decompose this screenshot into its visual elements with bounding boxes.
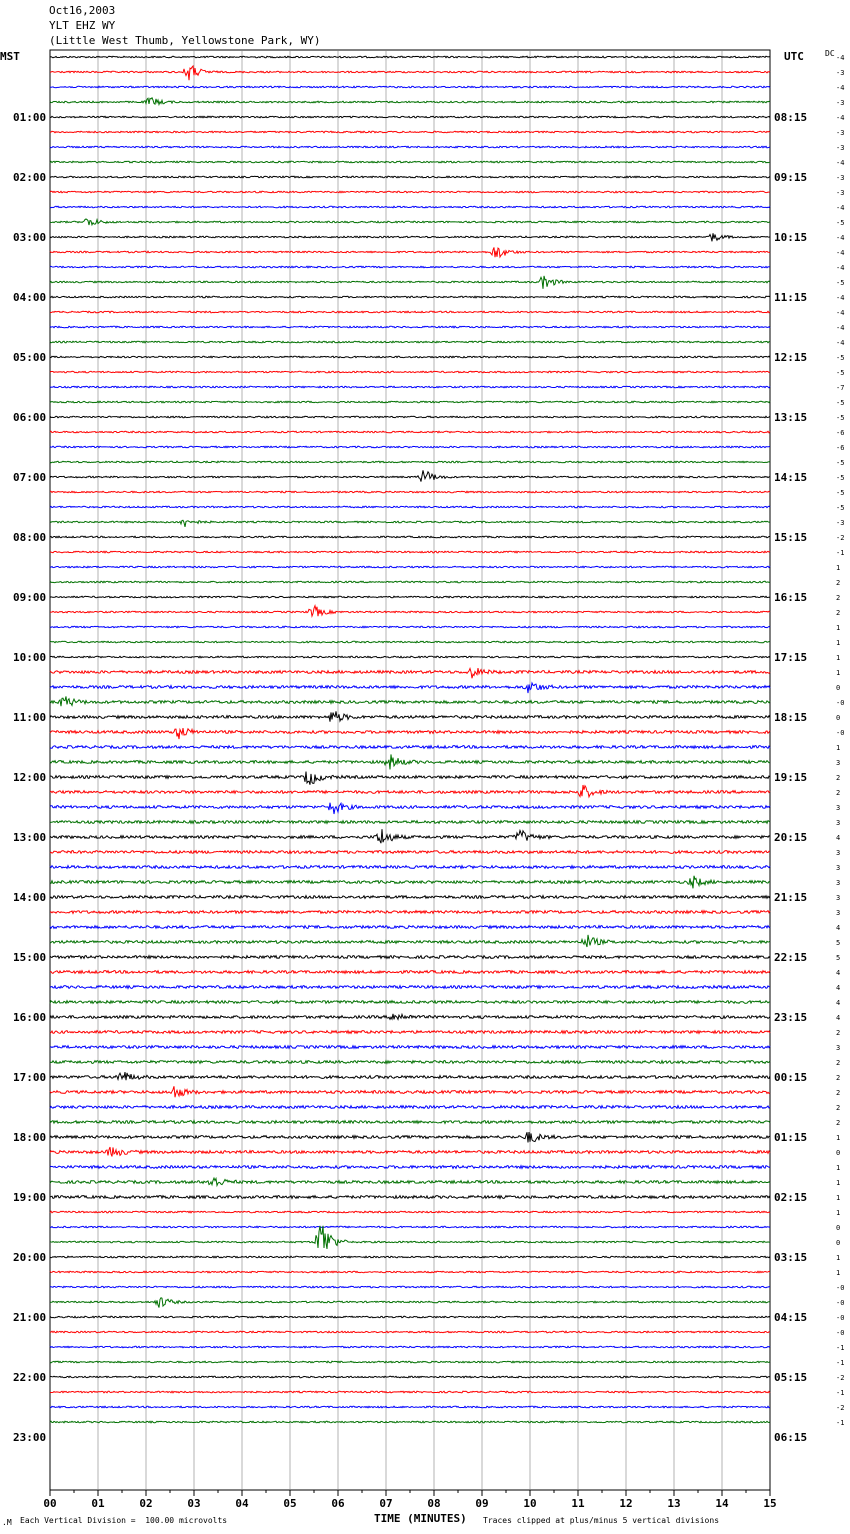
seismic-trace: [50, 470, 770, 481]
right-hour-label: 15:15: [774, 531, 808, 544]
left-hour-label: 10:00: [13, 651, 47, 664]
dc-offset-label: -1: [836, 1419, 845, 1427]
seismic-trace: [50, 1286, 770, 1288]
dc-offset-label: 3: [836, 894, 841, 902]
seismic-trace: [50, 386, 770, 388]
dc-offset-label: 1: [836, 1194, 841, 1202]
left-hour-label: 11:00: [13, 711, 47, 724]
left-hour-label: 03:00: [13, 231, 47, 244]
seismic-trace: [50, 656, 770, 658]
seismic-trace: [50, 935, 770, 947]
left-hour-label: 15:00: [13, 951, 47, 964]
left-hour-label: 14:00: [13, 891, 47, 904]
dc-offset-label: 4: [836, 999, 841, 1007]
seismic-trace: [50, 233, 770, 241]
right-hour-label: 02:15: [774, 1191, 808, 1204]
dc-offset-label: 0: [836, 1224, 841, 1232]
left-hour-label: 08:00: [13, 531, 47, 544]
dc-offset-label: -3: [836, 189, 845, 197]
seismic-trace: [50, 668, 770, 678]
dc-offset-label: 2: [836, 1074, 841, 1082]
dc-offset-label: 5: [836, 939, 841, 947]
right-hour-label: 23:15: [774, 1011, 808, 1024]
seismic-trace: [50, 66, 770, 80]
seismic-trace: [50, 956, 770, 959]
dc-offset-label: 0: [836, 1239, 841, 1247]
dc-offset-label: -5: [836, 474, 845, 482]
dc-offset-label: 2: [836, 609, 841, 617]
left-hour-label: 16:00: [13, 1011, 47, 1024]
right-hour-label: 19:15: [774, 771, 808, 784]
seismic-trace: [50, 1132, 770, 1142]
seismic-trace: [50, 581, 770, 583]
seismic-trace: [50, 896, 770, 899]
dc-offset-label: 4: [836, 924, 841, 932]
dc-offset-label: -5: [836, 219, 845, 227]
seismic-trace: [50, 341, 770, 343]
dc-offset-label: 1: [836, 669, 841, 677]
dc-offset-label: -2: [836, 534, 845, 542]
right-hour-label: 08:15: [774, 111, 808, 124]
seismic-trace: [50, 626, 770, 628]
dc-offset-label: -6: [836, 444, 845, 452]
right-hour-label: 01:15: [774, 1131, 808, 1144]
seismic-trace: [50, 116, 770, 118]
seismic-trace: [50, 1031, 770, 1034]
seismic-trace: [50, 1001, 770, 1004]
x-tick-label: 14: [715, 1497, 729, 1510]
x-tick-label: 04: [235, 1497, 249, 1510]
dc-offset-label: -4: [836, 234, 845, 242]
seismic-trace: [50, 491, 770, 493]
dc-offset-label: 1: [836, 1164, 841, 1172]
seismic-trace: [50, 986, 770, 989]
dc-offset-label: -4: [836, 84, 845, 92]
dc-offset-label: 3: [836, 849, 841, 857]
left-hour-label: 21:00: [13, 1311, 47, 1324]
dc-offset-label: -3: [836, 144, 845, 152]
seismic-trace: [50, 596, 770, 598]
seismic-trace: [50, 1256, 770, 1258]
x-tick-label: 02: [139, 1497, 153, 1510]
seismic-trace: [50, 176, 770, 178]
left-hour-label: 09:00: [13, 591, 47, 604]
left-hour-label: 02:00: [13, 171, 47, 184]
seismic-trace: [50, 1316, 770, 1318]
seismic-trace: [50, 191, 770, 193]
seismic-trace: [50, 876, 770, 889]
left-hour-label: 17:00: [13, 1071, 47, 1084]
seismic-trace: [50, 866, 770, 869]
dc-offset-label: 2: [836, 789, 841, 797]
dc-offset-label: -2: [836, 1374, 845, 1382]
seismic-trace: [50, 356, 770, 358]
right-hour-label: 04:15: [774, 1311, 808, 1324]
dc-offset-label: -0: [836, 1299, 845, 1307]
corner-mark: .M: [2, 1518, 12, 1527]
dc-offset-label: -5: [836, 504, 845, 512]
seismic-trace: [50, 416, 770, 418]
dc-offset-label: -5: [836, 414, 845, 422]
left-timezone-label: MST: [0, 50, 20, 63]
dc-offset-label: 4: [836, 834, 841, 842]
dc-offset-label: -1: [836, 1359, 845, 1367]
x-tick-label: 08: [427, 1497, 441, 1510]
dc-offset-label: 1: [836, 624, 841, 632]
x-tick-label: 01: [91, 1497, 105, 1510]
seismic-trace: [50, 1147, 770, 1156]
seismic-trace: [50, 506, 770, 508]
dc-offset-label: 2: [836, 1119, 841, 1127]
seismic-trace: [50, 219, 770, 225]
seismic-trace: [50, 1226, 770, 1249]
seismic-trace: [50, 1421, 770, 1423]
seismic-trace: [50, 711, 770, 721]
seismic-trace: [50, 206, 770, 208]
seismic-trace: [50, 371, 770, 373]
seismic-trace: [50, 1406, 770, 1408]
seismic-trace: [50, 821, 770, 824]
dc-offset-label: 1: [836, 1254, 841, 1262]
dc-offset-label: -4: [836, 264, 845, 272]
seismic-trace: [50, 520, 770, 527]
right-hour-label: 12:15: [774, 351, 808, 364]
seismic-trace: [50, 86, 770, 88]
dc-offset-label: -4: [836, 204, 845, 212]
dc-offset-label: 2: [836, 1059, 841, 1067]
dc-offset-header: DC: [825, 49, 835, 58]
dc-offset-label: -3: [836, 174, 845, 182]
seismic-trace: [50, 926, 770, 929]
left-hour-label: 13:00: [13, 831, 47, 844]
seismic-trace: [50, 1196, 770, 1199]
dc-offset-label: -0: [836, 1314, 845, 1322]
x-tick-label: 11: [571, 1497, 585, 1510]
seismic-trace: [50, 1226, 770, 1228]
dc-offset-label: -2: [836, 1404, 845, 1412]
seismic-trace: [50, 641, 770, 643]
seismic-trace: [50, 606, 770, 616]
dc-offset-label: 2: [836, 1104, 841, 1112]
left-hour-label: 18:00: [13, 1131, 47, 1144]
seismic-trace: [50, 401, 770, 403]
left-hour-label: 04:00: [13, 291, 47, 304]
right-hour-label: 17:15: [774, 651, 808, 664]
seismic-trace: [50, 161, 770, 163]
seismic-trace: [50, 754, 770, 769]
dc-offset-label: -4: [836, 54, 845, 62]
dc-offset-label: -5: [836, 354, 845, 362]
dc-offset-label: -4: [836, 159, 845, 167]
seismic-trace: [50, 1376, 770, 1378]
dc-offset-label: 1: [836, 744, 841, 752]
dc-offset-label: -4: [836, 324, 845, 332]
dc-offset-label: 4: [836, 969, 841, 977]
dc-offset-label: -5: [836, 399, 845, 407]
seismic-trace: [50, 829, 770, 843]
seismic-trace: [50, 1211, 770, 1213]
dc-offset-label: -4: [836, 294, 845, 302]
chart-date: Oct16,2003: [49, 4, 116, 17]
seismic-trace: [50, 1121, 770, 1124]
x-tick-label: 10: [523, 1497, 537, 1510]
chart-location: (Little West Thumb, Yellowstone Park, WY): [49, 34, 321, 47]
seismic-trace: [50, 728, 770, 739]
dc-offset-label: -6: [836, 429, 845, 437]
dc-offset-label: -0: [836, 1284, 845, 1292]
seismic-trace: [50, 971, 770, 974]
dc-offset-label: -1: [836, 1389, 845, 1397]
dc-offset-label: -4: [836, 249, 845, 257]
seismic-trace: [50, 1391, 770, 1393]
dc-offset-label: 0: [836, 684, 841, 692]
dc-offset-label: 1: [836, 1179, 841, 1187]
dc-offset-label: 2: [836, 1089, 841, 1097]
dc-offset-label: 1: [836, 654, 841, 662]
dc-offset-label: -5: [836, 369, 845, 377]
dc-offset-label: -1: [836, 1344, 845, 1352]
dc-offset-label: 1: [836, 564, 841, 572]
dc-offset-label: -0: [836, 699, 845, 707]
seismic-trace: [50, 131, 770, 133]
dc-offset-label: 2: [836, 774, 841, 782]
left-hour-label: 05:00: [13, 351, 47, 364]
seismic-trace: [50, 803, 770, 814]
seismic-trace: [50, 1072, 770, 1080]
dc-offset-label: 1: [836, 1209, 841, 1217]
seismic-trace: [50, 851, 770, 854]
dc-offset-label: -4: [836, 309, 845, 317]
dc-offset-label: -3: [836, 519, 845, 527]
dc-offset-label: 2: [836, 594, 841, 602]
dc-offset-label: -5: [836, 279, 845, 287]
dc-offset-label: 2: [836, 579, 841, 587]
dc-offset-label: 3: [836, 1044, 841, 1052]
x-tick-label: 03: [187, 1497, 201, 1510]
x-tick-label: 15: [763, 1497, 777, 1510]
dc-offset-label: -3: [836, 99, 845, 107]
x-tick-label: 09: [475, 1497, 489, 1510]
right-hour-label: 18:15: [774, 711, 808, 724]
seismic-trace: [50, 1178, 770, 1185]
x-tick-label: 00: [43, 1497, 57, 1510]
seismic-trace: [50, 683, 770, 693]
dc-offset-label: 3: [836, 864, 841, 872]
left-hour-label: 22:00: [13, 1371, 47, 1384]
right-hour-label: 13:15: [774, 411, 808, 424]
dc-offset-label: 2: [836, 1029, 841, 1037]
seismic-trace: [50, 1061, 770, 1064]
seismic-trace: [50, 311, 770, 313]
seismic-trace: [50, 1271, 770, 1273]
seismic-trace: [50, 772, 770, 785]
seismic-trace: [50, 296, 770, 298]
dc-offset-label: 1: [836, 639, 841, 647]
x-tick-label: 12: [619, 1497, 633, 1510]
dc-offset-label: 1: [836, 1269, 841, 1277]
seismic-trace: [50, 247, 770, 257]
dc-offset-label: -3: [836, 69, 845, 77]
seismic-trace: [50, 551, 770, 553]
seismic-trace: [50, 1106, 770, 1109]
right-hour-label: 05:15: [774, 1371, 808, 1384]
right-hour-label: 06:15: [774, 1431, 808, 1444]
seismic-trace: [50, 446, 770, 448]
plot-frame: [50, 50, 770, 1490]
right-hour-label: 11:15: [774, 291, 808, 304]
dc-offset-label: 3: [836, 879, 841, 887]
seismic-trace: [50, 1361, 770, 1363]
right-hour-label: 21:15: [774, 891, 808, 904]
seismic-trace: [50, 1298, 770, 1308]
seismic-trace: [50, 785, 770, 797]
left-hour-label: 19:00: [13, 1191, 47, 1204]
left-hour-label: 20:00: [13, 1251, 47, 1264]
right-hour-label: 10:15: [774, 231, 808, 244]
x-tick-label: 06: [331, 1497, 345, 1510]
seismic-trace: [50, 1346, 770, 1348]
dc-offset-label: 5: [836, 954, 841, 962]
dc-offset-label: 3: [836, 804, 841, 812]
seismic-trace: [50, 1166, 770, 1169]
seismic-trace: [50, 56, 770, 58]
right-hour-label: 09:15: [774, 171, 808, 184]
right-hour-label: 20:15: [774, 831, 808, 844]
seismic-trace: [50, 1014, 770, 1020]
seismic-trace: [50, 1331, 770, 1333]
seismic-trace: [50, 746, 770, 749]
chart-station: YLT EHZ WY: [49, 19, 116, 32]
right-hour-label: 16:15: [774, 591, 808, 604]
dc-offset-label: -0: [836, 729, 845, 737]
seismic-trace: [50, 98, 770, 105]
x-tick-label: 07: [379, 1497, 393, 1510]
dc-offset-label: 4: [836, 984, 841, 992]
seismic-trace: [50, 276, 770, 289]
seismic-trace: [50, 266, 770, 268]
seismic-trace: [50, 1086, 770, 1097]
scale-note: Each Vertical Division = 100.00 microvolts: [20, 1516, 228, 1525]
dc-offset-label: -5: [836, 459, 845, 467]
seismic-trace: [50, 536, 770, 538]
seismic-trace: [50, 326, 770, 328]
seismic-trace: [50, 461, 770, 463]
x-axis-label: TIME (MINUTES): [374, 1512, 467, 1525]
dc-offset-label: 1: [836, 1134, 841, 1142]
right-hour-label: 14:15: [774, 471, 808, 484]
clip-note: Traces clipped at plus/minus 5 vertical divisions: [483, 1516, 720, 1525]
dc-offset-label: 3: [836, 759, 841, 767]
dc-offset-label: 4: [836, 1014, 841, 1022]
x-tick-label: 05: [283, 1497, 297, 1510]
dc-offset-label: 3: [836, 909, 841, 917]
left-hour-label: 06:00: [13, 411, 47, 424]
dc-offset-label: -4: [836, 339, 845, 347]
dc-offset-label: -5: [836, 489, 845, 497]
left-hour-label: 12:00: [13, 771, 47, 784]
dc-offset-label: 0: [836, 714, 841, 722]
seismic-trace: [50, 431, 770, 433]
seismic-trace: [50, 1046, 770, 1049]
dc-offset-label: 3: [836, 819, 841, 827]
dc-offset-label: -0: [836, 1329, 845, 1337]
left-hour-label: 07:00: [13, 471, 47, 484]
seismic-trace: [50, 566, 770, 568]
dc-offset-label: 0: [836, 1149, 841, 1157]
dc-offset-label: -3: [836, 129, 845, 137]
dc-offset-label: -7: [836, 384, 845, 392]
dc-offset-label: -4: [836, 114, 845, 122]
left-hour-label: 23:00: [13, 1431, 47, 1444]
right-hour-label: 03:15: [774, 1251, 808, 1264]
right-hour-label: 22:15: [774, 951, 808, 964]
seismic-trace: [50, 911, 770, 914]
x-tick-label: 13: [667, 1497, 681, 1510]
left-hour-label: 01:00: [13, 111, 47, 124]
right-hour-label: 00:15: [774, 1071, 808, 1084]
seismic-trace: [50, 146, 770, 148]
dc-offset-label: -1: [836, 549, 845, 557]
seismic-trace: [50, 696, 770, 706]
right-timezone-label: UTC: [784, 50, 804, 63]
